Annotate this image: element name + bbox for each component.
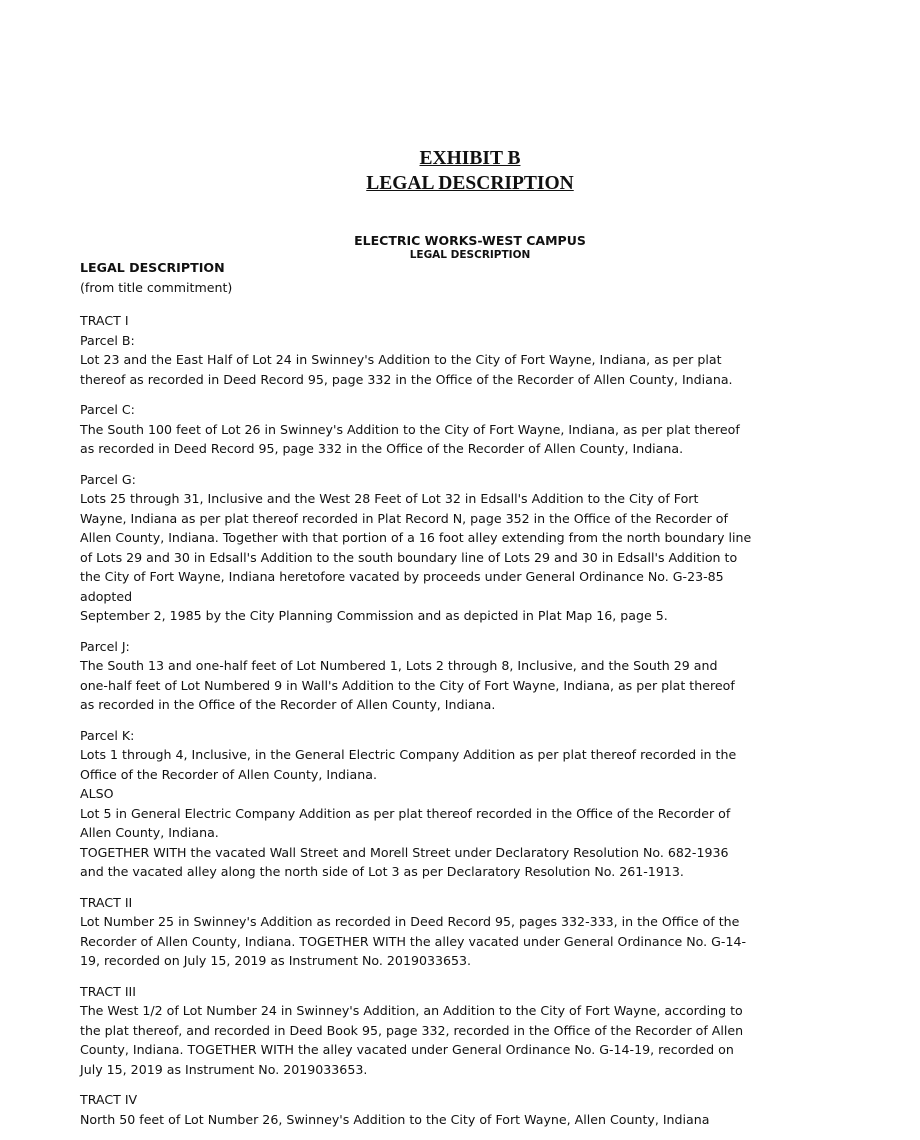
exhibit-heading [0, 146, 920, 196]
paragraph-line: The South 100 feet of Lot 26 in Swinney's Addition to the City of Fort Wayne, Indiana, as per plat thereof [80, 421, 740, 437]
paragraph-line: North 50 feet of Lot Number 26, Swinney's Addition to the City of Fort Wayne, Allen County, Indiana [80, 1111, 710, 1127]
paragraph-heading: TRACT II [80, 894, 133, 910]
paragraph-heading: LEGAL DESCRIPTION [80, 260, 225, 275]
paragraph-line: Lots 25 through 31, Inclusive and the West 28 Feet of Lot 32 in Edsall's Addition to the City of Fort [80, 491, 699, 506]
legal-paragraph [80, 400, 880, 459]
paragraph-line: one-half feet of Lot Numbered 9 in Wall's Addition to the City of Fort Wayne, Indiana, as per plat thereof [80, 677, 735, 693]
paragraph-line: The West 1/2 of Lot Number 24 in Swinney's Addition, an Addition to the City of Fort Wayne, according to [80, 1003, 743, 1018]
paragraph-line: Lots 1 through 4, Inclusive, in the General Electric Company Addition as per plat thereof recorded in the [80, 747, 737, 762]
paragraph-line: thereof as recorded in Deed Record 95, page 332 in the Office of the Recorder of Allen County, Indiana. [80, 371, 733, 387]
paragraph-line: 19, recorded on July 15, 2019 as Instrument No. 2019033653. [80, 953, 472, 968]
paragraph-line: Lot 23 and the East Half of Lot 24 in Swinney's Addition to the City of Fort Wayne, Indiana, as per plat [80, 352, 722, 367]
paragraph-heading: TRACT I [80, 313, 129, 328]
paragraph-heading: Parcel C: [80, 402, 135, 417]
paragraph-line: Parcel B: [80, 332, 135, 348]
project-subtitle: LEGAL DESCRIPTION [409, 249, 531, 261]
document-title: LEGAL DESCRIPTION [366, 173, 574, 194]
paragraph-line: the plat thereof, and recorded in Deed Book 95, page 332, recorded in the Office of the Recorder of Allen [80, 1022, 744, 1038]
paragraph-line: and the vacated alley along the north side of Lot 3 as per Declaratory Resolution No. 261-1913. [80, 864, 684, 879]
paragraph-heading: TRACT IV [80, 1092, 138, 1107]
paragraph-line: County, Indiana. TOGETHER WITH the alley vacated under General Ordinance No. G-14-19, recorded on [80, 1042, 734, 1057]
paragraph-line: the City of Fort Wayne, Indiana heretofore vacated by proceeds under General Ordinance No. G-23-85 [80, 569, 724, 584]
paragraph-heading: Parcel G: [80, 471, 136, 487]
paragraph-line: The South 13 and one-half feet of Lot Numbered 1, Lots 2 through 8, Inclusive, and the South 29 and [80, 658, 718, 673]
paragraph-line: as recorded in Deed Record 95, page 332 in the Office of the Recorder of Allen County, Indiana. [80, 441, 684, 456]
paragraph-line: Lot 5 in General Electric Company Addition as per plat thereof recorded in the Office of the Recorder of [80, 805, 731, 821]
paragraph-line: Office of the Recorder of Allen County, Indiana. [80, 766, 377, 782]
paragraph-line: as recorded in the Office of the Recorder of Allen County, Indiana. [80, 697, 496, 712]
paragraph-line: Wayne, Indiana as per plat thereof recorded in Plat Record N, page 352 in the Office of the Recorder of [80, 510, 728, 526]
legal-paragraph [80, 726, 880, 882]
paragraph-heading: Parcel J: [80, 638, 130, 654]
paragraph-line: Allen County, Indiana. [80, 825, 219, 840]
paragraph-line: July 15, 2019 as Instrument No. 2019033653. [80, 1061, 368, 1077]
legal-paragraph [80, 1090, 880, 1129]
legal-description-body [80, 258, 880, 1140]
paragraph-line: September 2, 1985 by the City Planning Commission and as depicted in Plat Map 16, page 5. [80, 608, 668, 623]
paragraph-heading: Parcel K: [80, 727, 135, 743]
paragraph-line: Lot Number 25 in Swinney's Addition as recorded in Deed Record 95, pages 332-333, in the Office of the [80, 914, 740, 929]
paragraph-line: (from title commitment) [80, 279, 233, 295]
legal-paragraph [80, 470, 880, 626]
paragraph-heading: TRACT III [80, 983, 136, 999]
paragraph-line: TOGETHER WITH the vacated Wall Street and Morell Street under Declaratory Resolution No. 682-1936 [80, 844, 729, 860]
legal-paragraph [80, 893, 880, 971]
exhibit-label: EXHIBIT B [419, 148, 521, 169]
project-name: ELECTRIC WORKS-WEST CAMPUS [354, 233, 586, 248]
legal-paragraph [80, 982, 880, 1080]
paragraph-line: Recorder of Allen County, Indiana. TOGETHER WITH the alley vacated under General Ordinance No. G-14- [80, 933, 747, 949]
paragraph-line: adopted [80, 588, 133, 604]
legal-paragraph [80, 637, 880, 715]
paragraph-line: Allen County, Indiana. Together with that portion of a 16 foot alley extending from the north boundary line [80, 530, 752, 545]
paragraph-line: ALSO [80, 786, 114, 801]
legal-paragraph [80, 258, 880, 297]
paragraph-line: of Lots 29 and 30 in Edsall's Addition to the south boundary line of Lots 29 and 30 in Edsall's Addition to [80, 549, 738, 565]
legal-paragraph [80, 311, 880, 389]
